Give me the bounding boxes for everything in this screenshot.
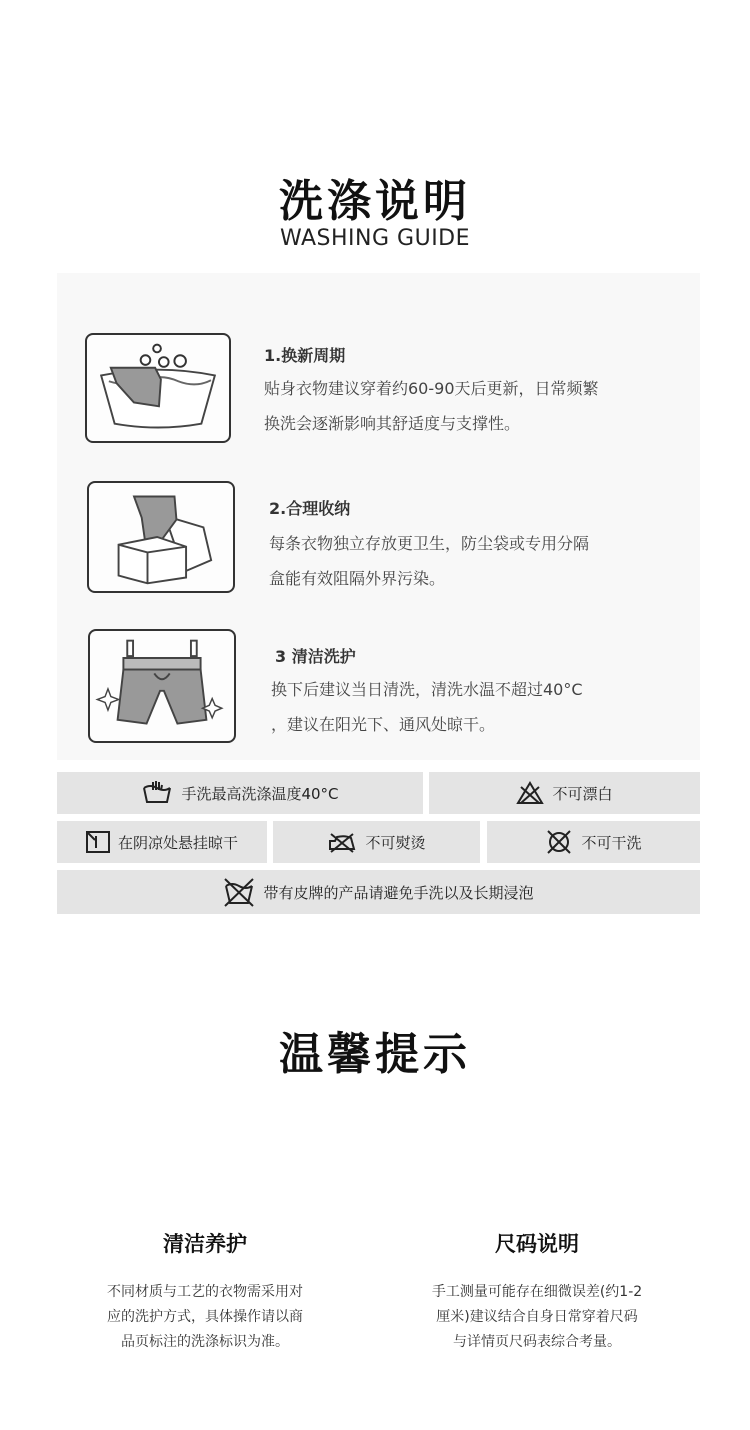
tip-text-line: 应的洗护方式，具体操作请以商 [107,1309,303,1325]
tips-title: 温馨提示 [279,1029,471,1080]
washing-guide-panel [57,273,700,760]
step-text-line: ，建议在阳光下、通风处晾干。 [271,715,496,734]
step-text-line: 换下后建议当日清洗，清洗水温不超过40°C [271,680,583,699]
tip-size-note [397,1228,677,1355]
care-label-text: 不可熨烫 [365,833,426,852]
line-dry-shade-icon [86,831,110,853]
tip-text-line: 品页标注的洗涤标识为准。 [121,1334,289,1350]
tip-title: 清洁养护 [163,1232,247,1256]
step-title: 1.换新周期 [264,346,346,365]
care-label-line-dry [57,821,267,863]
hand-wash-icon [141,780,173,806]
step-title: 3 清洁洗护 [275,647,356,666]
no-iron-icon [327,831,357,853]
hanging-dry-icon [88,629,236,743]
tip-text-line: 不同材质与工艺的衣物需采用对 [107,1284,303,1300]
care-label-text: 带有皮牌的产品请避免手洗以及长期浸泡 [263,883,534,902]
care-label-text: 不可干洗 [581,833,642,852]
tip-cleaning-care [65,1228,345,1355]
storage-box-icon [87,481,235,593]
tip-title: 尺码说明 [495,1232,579,1256]
step-text-line: 贴身衣物建议穿着约60-90天后更新，日常频繁 [264,379,599,398]
no-dry-clean-icon [545,828,573,856]
tip-text-line: 手工测量可能存在细微误差(约1-2 [431,1284,643,1300]
care-label-text: 手洗最高洗涤温度40°C [181,784,339,803]
step-title: 2.合理收纳 [269,499,351,518]
care-label-no-wash [57,870,700,914]
step-text-line: 盒能有效阻隔外界污染。 [269,569,446,588]
tip-text-line: 与详情页尺码表综合考量。 [453,1334,621,1350]
care-label-no-iron [273,821,480,863]
care-label-text: 不可漂白 [552,784,613,803]
no-bleach-icon [516,781,544,805]
care-label-no-bleach [429,772,700,814]
tip-text-line: 厘米)建议结合自身日常穿着尺码 [436,1309,638,1325]
page-subtitle: WASHING GUIDE [279,226,471,251]
care-label-text: 在阴凉处悬挂晾干 [117,833,238,852]
page-title: 洗涤说明 [279,176,471,227]
basin-wash-icon [85,333,231,443]
no-wash-icon [223,877,255,907]
care-label-no-dry-clean [487,821,700,863]
care-label-hand-wash [57,772,423,814]
step-text-line: 换洗会逐渐影响其舒适度与支撑性。 [264,414,521,433]
step-text-line: 每条衣物独立存放更卫生，防尘袋或专用分隔 [269,534,590,553]
